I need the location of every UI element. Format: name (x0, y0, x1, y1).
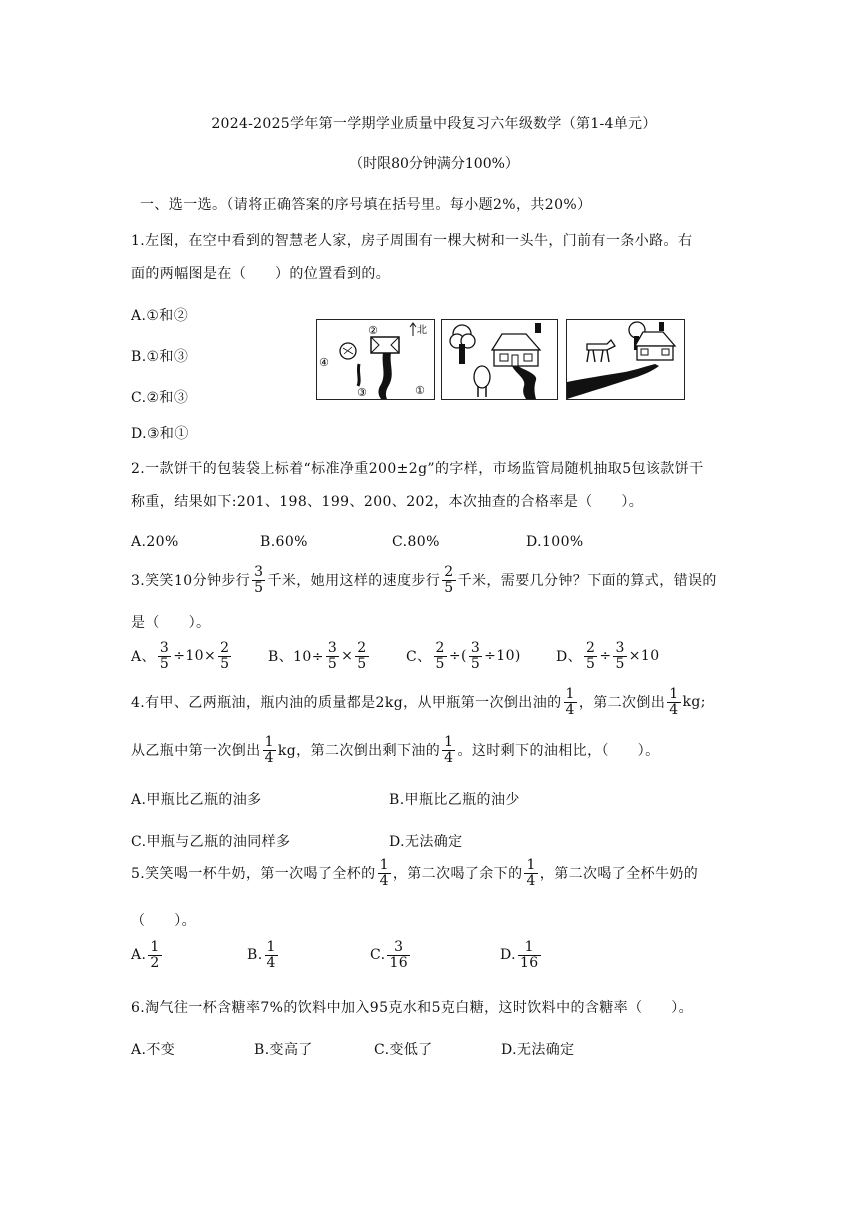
north-arrow-icon (410, 323, 416, 336)
q3-line1 (131, 565, 717, 595)
house-roof-shape (371, 337, 399, 353)
q1-option-d: D.③和① (131, 426, 189, 442)
cow-icon (474, 366, 490, 388)
q4-option-d: D.无法确定 (389, 834, 463, 850)
q3-option-d: D、 $\frac{2}{5}$ ÷ $\frac{3}{5}$ ×10 (556, 640, 660, 672)
q3-option-c: C、 $\frac{2}{5}$ ÷( $\frac{3}{5}$ ÷10) (406, 640, 521, 672)
q4-option-a: A.甲瓶比乙瓶的油多 (131, 792, 262, 808)
q5-line2: （ ）。 (131, 913, 196, 929)
top-view-map (317, 320, 434, 399)
q2-option-a: A.20% (131, 534, 179, 550)
view-figure-3 (566, 319, 685, 400)
page-title: 2024-2025学年第一学期学业质量中段复习六年级数学（第1-4单元） (211, 116, 657, 132)
q1-option-c: C.②和③ (131, 390, 189, 406)
cow-top-icon (358, 364, 359, 386)
view-3-drawing (567, 320, 684, 399)
fraction: $\frac{3}{5}$ (254, 564, 264, 596)
q1-option-a: A.①和② (131, 308, 189, 324)
map-label-1: ① (415, 384, 425, 397)
north-label: 北 (417, 325, 427, 336)
section-heading: 一、选一选。（请将正确答案的序号填在括号里。每小题2%，共20%） (140, 197, 592, 213)
q5-option-d: D. $\frac{1}{16}$ (500, 939, 539, 971)
map-label-4: ④ (319, 356, 329, 369)
q6-line1: 6.淘气往一杯含糖率7%的饮料中加入95克水和5克白糖，这时饮料中的含糖率（ ）。 (131, 1000, 694, 1016)
q2-option-c: C.80% (392, 534, 440, 550)
road-shape (512, 366, 536, 399)
top-view-figure (316, 319, 435, 400)
q4-line2: 从乙瓶中第一次倒出 $\frac{1}{4}$ kg，第二次倒出剩下油的 $\frac{1}{4}$ 。这时剩下的油相比，（ ）。 (131, 734, 660, 766)
q6-option-d: D.无法确定 (501, 1042, 575, 1058)
house-icon (492, 334, 540, 350)
road-shape (567, 364, 659, 399)
q4-option-b: B.甲瓶比乙瓶的油少 (389, 792, 520, 808)
road-shape (378, 353, 391, 399)
q5-option-c: C. $\frac{3}{16}$ (370, 939, 409, 971)
q2-option-d: D.100% (526, 534, 584, 550)
q4-option-c: C.甲瓶与乙瓶的油同样多 (131, 834, 291, 850)
q3-line2: 是（ ）。 (131, 615, 211, 631)
q3-option-b: B、10÷ $\frac{3}{5}$ × $\frac{2}{5}$ (268, 640, 367, 672)
q6-option-b: B.变高了 (254, 1042, 313, 1058)
map-label-3: ③ (357, 386, 367, 399)
view-2-drawing (442, 320, 557, 399)
q4-line1: 4.有甲、乙两瓶油，瓶内油的质量都是2kg，从甲瓶第一次倒出油的 $\frac{1}{4}$ ，第二次倒出 $\frac{1}{4}$ kg; (131, 686, 706, 718)
q6-option-a: A.不变 (131, 1042, 176, 1058)
q2-line2: 称重，结果如下:201、198、199、200、202，本次抽查的合格率是（ ）。 (131, 494, 644, 510)
q3-option-a: A、 $\frac{3}{5}$ ÷10× $\frac{2}{5}$ (131, 640, 230, 672)
q3-text-2: 千米，她用这样的速度步行 (267, 573, 441, 590)
map-label-2: ② (368, 324, 378, 337)
q5-option-b: B. $\frac{1}{4}$ (247, 939, 276, 971)
page-subtitle: （时限80分钟满分100%） (349, 156, 519, 172)
q3-text-3: 千米，需要几分钟？下面的算式，错误的 (457, 573, 717, 590)
view-figure-2 (441, 319, 558, 400)
q5-line1: 5.笑笑喝一杯牛奶，第一次喝了全杯的 $\frac{1}{4}$ ，第二次喝了余下的 $\frac{1}{4}$ ，第二次喝了全杯牛奶的 (131, 857, 699, 889)
q1-option-b: B.①和③ (131, 349, 189, 365)
cow-side-icon (587, 340, 615, 350)
q1-line2: 面的两幅图是在（ ）的位置看到的。 (131, 266, 391, 282)
q2-option-b: B.60% (260, 534, 308, 550)
q5-option-a: A. $\frac{1}{2}$ (131, 939, 160, 971)
q1-line1: 1.左图，在空中看到的智慧老人家，房子周围有一棵大树和一头牛，门前有一条小路。右 (131, 233, 693, 249)
fraction: $\frac{2}{5}$ (444, 564, 454, 596)
q3-text-1: 3.笑笑10分钟步行 (131, 573, 251, 590)
q6-option-c: C.变低了 (374, 1042, 433, 1058)
q2-line1: 2.一款饼干的包装袋上标着“标准净重200±2g”的字样，市场监管局随机抽取5包该款饼干 (131, 461, 704, 477)
